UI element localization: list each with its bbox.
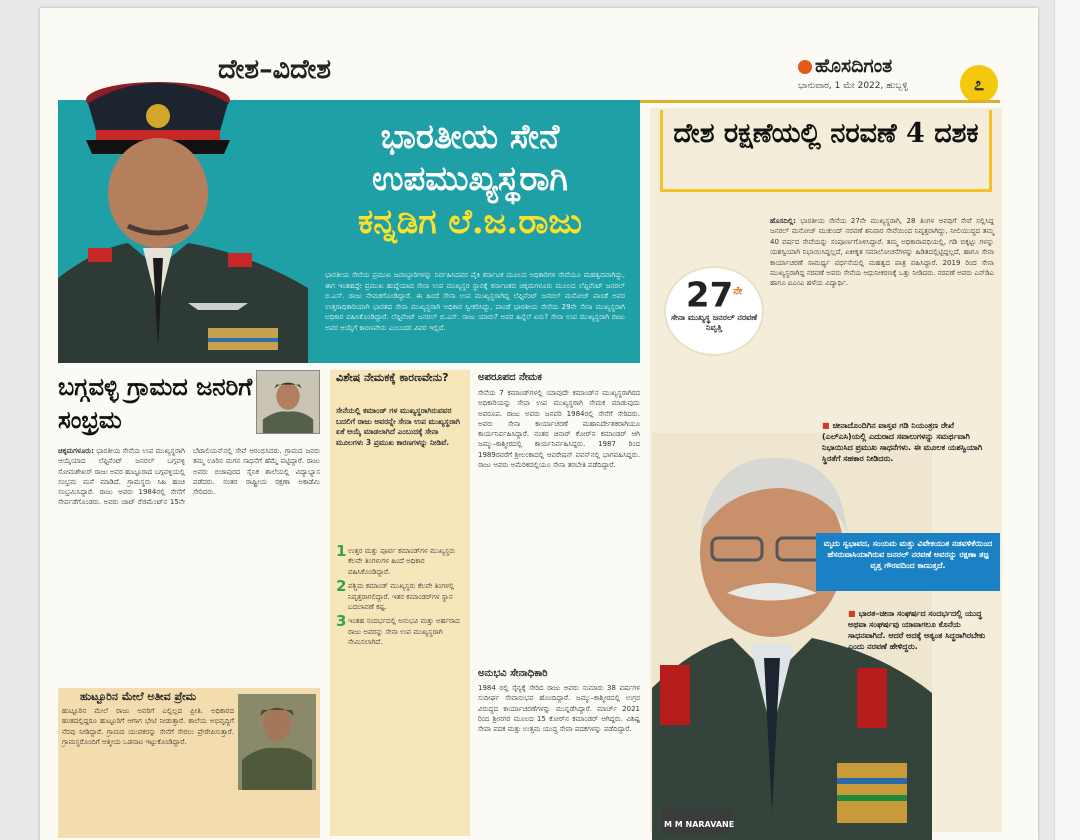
bullet-text: ಭಾರತ–ಚೀನಾ ಸಂಘರ್ಷದ ಸಂದರ್ಭದಲ್ಲಿ ಯುದ್ಧ ಅಥವಾ ಸಂಘರ್ಷವು ಯಾವಾಗಲೂ ಕೊನೆಯ ಸಾಧನವಾಗಿದೆ. ಆದರೆ ಅದಕ್ಕೆ ಅತ್ಯಂತ ಸಿದ್ಧರಾಗಿರಬೇಕು ಎಂದು ನರವಣೆ ಹೇಳಿದ್ದರು. (848, 609, 986, 651)
village-story-body (58, 446, 320, 508)
right-bullets-2 (848, 608, 998, 652)
lead-headline-line3: ಕನ್ನಡಿಗ ಲೆ.ಜ.ರಾಜು (357, 202, 582, 242)
scrollbar-track[interactable] (1054, 0, 1080, 840)
village-story-dateline: ಚಿಕ್ಕಮಗಳೂರು: (58, 447, 94, 455)
list-item (848, 608, 998, 652)
bullet-square-icon: ■ (822, 421, 830, 430)
right-story-dateline: ಹೊಸದಿಲ್ಲಿ: (770, 217, 796, 225)
rare-appointment-heading: ಅಪರೂಪದ ನೇಮಕ (478, 372, 542, 383)
raju-thumbnail (256, 370, 320, 434)
masthead-title: ಹೊಸದಿಗಂತ (815, 55, 893, 77)
hometown-title: ಹುಟ್ಟೂರಿನ ಮೇಲೆ ಅತೀವ ಪ್ರೇಮ (80, 690, 197, 703)
masthead (798, 55, 892, 77)
raju-uniform-photo (238, 694, 316, 790)
item-text: ಇಂತಹ ಸಂದರ್ಭದಲ್ಲಿ ಅನುಭವಿ ಮತ್ತು ಅರ್ಹರಾದ ರಾಜು ಅವರನ್ನು ಸೇನಾ ಉಪ ಮುಖ್ಯಸ್ಥರಾಗಿ ನೇಮಿಸಲಾಗಿದೆ. (348, 617, 460, 647)
masthead-logo-icon (798, 60, 812, 74)
list-item (336, 542, 464, 577)
bullet-square-icon: ■ (848, 609, 856, 618)
newspaper-page (40, 8, 1038, 840)
lead-headline (300, 116, 640, 244)
badge-number: 27 (685, 275, 734, 316)
rare-appointment-body: ಸೇನೆಯ 7 ಕಮಾಂಡ್‌ಗಳಲ್ಲಿ ಯಾವುದೇ ಕಮಾಂಡ್‌ನ ಮುಖ್ಯಸ್ಥರಾಗಿರದ ಅಧಿಕಾರಿಯನ್ನು ಸೇನಾ ಉಪ ಮುಖ್ಯಸ್ಥರಾಗಿ ನೇಮಕ ಮಾಡುವುದು ಅಪರೂಪ. ರಾಜು ಅವರು ಜನವರಿ 1984ರಲ್ಲಿ ಸೇನೆಗೆ ಸೇರಿದರು. ಅವರು ಸೇನಾ ಕಾರ್ಯಾಚರಣೆ ಮಹಾನಿರ್ದೇಶಕರಾಗಿಯೂ ಕಾರ್ಯನಿರ್ವಹಿಸಿದ್ದಾರೆ. ನಂತರ ಚಿನಾರ್ ಕೋರ್‌ನ ಕಮಾಂಡರ್ ಆಗಿ ಜಮ್ಮು–ಕಾಶ್ಮೀರದಲ್ಲಿ ಕಾರ್ಯನಿರ್ವಹಿಸಿದ್ದರು. 1987 ರಿಂದ 1989ರವರೆಗೆ ಶ್ರೀಲಂಕಾದಲ್ಲಿ ಆಪರೇಷನ್ ಪವನ್‌ನಲ್ಲಿ ಭಾಗವಹಿಸಿದ್ದರು. ರಾಜು ಅವರು ಅಮೆರಿಕದಲ್ಲಿಯೂ ಸೇನಾ ತರಬೇತಿ ಪಡೆದಿದ್ದಾರೆ. (478, 389, 640, 470)
list-item (822, 420, 998, 464)
village-story-text: ಭಾರತೀಯ ಸೇನೆಯ ಉಪ ಮುಖ್ಯಸ್ಥರಾಗಿ ಆಯ್ಕೆಯಾದ ಲೆಫ್ಟಿನೆಂಟ್ ಜನರಲ್ ಬಗ್ಗವಳ್ಳಿ ಸೋಮಶೇಖರ್ ರಾಜು ಅವರ ಹುಟ್ಟೂರಾದ ಬಗ್ಗವಳ್ಳಿಯಲ್ಲಿ ಸಂಭ್ರಮ ಮನೆ ಮಾಡಿದೆ. ಗ್ರಾಮಸ್ಥರು ಸಿಹಿ ಹಂಚಿ ಸಂಭ್ರಮಿಸಿದ್ದಾರೆ. ರಾಜು ಅವರು 1984ರಲ್ಲಿ ಸೇನೆಗೆ ಸೇರ್ಪಡೆಗೊಂಡರು. ಅವರು ಜಾಟ್ ರೆಜಿಮೆಂಟ್‌ನ 15ನೇ ಬೆಟಾಲಿಯನ್‌ನಲ್ಲಿ ಸೇವೆ ಆರಂಭಿಸಿದರು. ಗ್ರಾಮದ ಜನರು ತಮ್ಮ ಊರಿನ ಮಗನ ಸಾಧನೆಗೆ ಹೆಮ್ಮೆ ಪಟ್ಟಿದ್ದಾರೆ. ರಾಜು ಅವರು ಬಿಜಾಪುರದ ಸೈನಿಕ ಶಾಲೆಯಲ್ಲಿ ವಿದ್ಯಾಭ್ಯಾಸ ಪಡೆದರು. ನಂತರ ರಾಷ್ಟ್ರೀಯ ರಕ್ಷಣಾ ಅಕಾಡೆಮಿ ಸೇರಿದರು. (58, 447, 320, 507)
item-text: ಉತ್ತರ ಮತ್ತು ಪೂರ್ವ ಕಮಾಂಡ್‌ಗಳ ಮುಖ್ಯಸ್ಥರು ಕೆಲವೇ ತಿಂಗಳುಗಳ ಹಿಂದೆ ಅಧಿಕಾರ ವಹಿಸಿಕೊಂಡಿದ್ದಾರೆ. (348, 547, 456, 576)
section-title: ದೇಶ–ವಿದೇಶ (218, 54, 332, 85)
item-number: 1 (336, 542, 347, 560)
experienced-officer-heading: ಅನುಭವಿ ಸೇನಾಧಿಕಾರಿ (478, 668, 548, 679)
lead-headline-line1: ಭಾರತೀಯ ಸೇನೆ (380, 117, 560, 157)
page-number: ೭ (960, 65, 998, 103)
lt-gen-raju-portrait (58, 48, 308, 363)
retirement-badge (664, 266, 764, 356)
quote-box: ಮೃದು ಸ್ವಭಾವದ, ಸಂಯಮ ಮತ್ತು ವಿವೇಕಯುತ ನಡವಳಿಕೆಯಿಂದ ಹೆಸರುವಾಸಿಯಾಗಿರುವ ಜನರಲ್ ನರವಣೆ ಅವರನ್ನು ರಕ್ಷಣಾ ತಜ್ಞ ವೃತ್ತ ಗೌರವದಿಂದ ಕಾಣುತ್ತದೆ. (816, 533, 1000, 591)
right-bullets (822, 420, 998, 472)
experienced-officer-body: 1984 ರಲ್ಲಿ ಸೈನ್ಯಕ್ಕೆ ಸೇರಿದ ರಾಜು ಅವರು ಸುಮಾರು 38 ವರ್ಷಗಳ ಸುದೀರ್ಘ ಸೇವಾನುಭವ ಹೊಂದಿದ್ದಾರೆ. ಜಮ್ಮು–ಕಾಶ್ಮೀರದಲ್ಲಿ ಉಗ್ರರ ವಿರುದ್ಧದ ಕಾರ್ಯಾಚರಣೆಗಳನ್ನು ಮುನ್ನಡೆಸಿದ್ದಾರೆ. ಮಾರ್ಚ್ 2021 ರಿಂದ ಶ್ರೀನಗರ ಮೂಲದ 15 ಕೋರ್‌ನ ಕಮಾಂಡರ್ ಆಗಿದ್ದರು. ವಿಶಿಷ್ಟ ಸೇವಾ ಪದಕ ಮತ್ತು ಉತ್ತಮ ಯುದ್ಧ ಸೇವಾ ಪದಕಗಳನ್ನು ಪಡೆದಿದ್ದಾರೆ. (478, 684, 640, 734)
right-story-text: ಭಾರತೀಯ ಸೇನೆಯ 27ನೇ ಮುಖ್ಯಸ್ಥರಾಗಿ, 28 ತಿಂಗಳ ಅವಧಿಗೆ ಸೇವೆ ಸಲ್ಲಿಸಿದ್ದ ಜನರಲ್ ಮನೋಜ್ ಮುಕುಂದ್ ನರವಣೆ ಶನಿವಾರ ಸೇವೆಯಿಂದ ನಿವೃತ್ತರಾಗಿದ್ದು, ನೀಲಿಯುದ್ಧದ ತಮ್ಮ 40 ವರ್ಷದ ಸೇವೆಯನ್ನು ಸಂಪೂರ್ಣಗೊಳಿಸಿದ್ದಾರೆ. ತಮ್ಮ ಅಧಿಕಾರಾವಧಿಯಲ್ಲಿ, ಗಡಿ ಬಿಕ್ಕಟ್ಟು ಗಳನ್ನು ಯಶಸ್ವಿಯಾಗಿ ನಿಭಾಯಿಸಿದ್ದಲ್ಲದೆ, ಏಕೀಕೃತ ಸಮಾಲೋಚನೆಗಳನ್ನು ಹಿಡಿತದಲ್ಲಿಟ್ಟಿದ್ದಲ್ಲದೆ, ಹಾಗೂ ಸೇನಾ ಕಾರ್ಯಾಚರಣೆ ಸಾಮರ್ಥ್ಯ ವರ್ಧನೆಯಲ್ಲಿ ಮಹತ್ವದ ಪಾತ್ರ ವಹಿಸಿದ್ದಾರೆ. 2019 ರಿಂದ ಸೇನಾ ಮುಖ್ಯಸ್ಥರಾಗಿದ್ದ ನರವಣೆ ಅವರು ಸೇನೆಯ ಆಧುನೀಕರಣಕ್ಕೆ ಒತ್ತು ನೀಡಿದರು. ನರವಣೆ ಅವರು ಎನ್‌ಡಿಎ ಹಾಗೂ ಐಎಂಎ ಹಳೆಯ ವಿದ್ಯಾರ್ಥಿ. (770, 217, 994, 288)
right-story-headline: ದೇಶ ರಕ್ಷಣೆಯಲ್ಲಿ ನರವಣೆ 4 ದಶಕ (660, 110, 992, 192)
list-item (336, 612, 464, 647)
dateline: ಭಾನುವಾರ, 1 ಮೇ 2022, ಹುಬ್ಬಳ್ಳಿ (798, 81, 908, 91)
item-text: ಪಶ್ಚಿಮ ಕಮಾಂಡ್ ಮುಖ್ಯಸ್ಥರು ಕೆಲವೇ ತಿಂಗಳಲ್ಲಿ ನಿವೃತ್ತರಾಗಲಿದ್ದಾರೆ. ಇತರ ಕಮಾಂಡರ್‌ಗಳ ಸ್ಥಾನ ಬದಲಾವಣೆ ಕಷ್ಟ. (348, 582, 455, 612)
badge-text: ಸೇನಾ ಮುಖ್ಯಸ್ಥ ಜನರಲ್ ನರವಣೆ ನಿವೃತ್ತಿ (670, 313, 758, 333)
lead-story-body: ಭಾರತೀಯ ಸೇನೆಯ ಪ್ರಮುಖ ಜವಾಬ್ದಾರಿಗಳನ್ನು ನಿರ್ವಹಿಸಿದವರ ಪೈಕಿ ಕರ್ನಾಟಕ ಮೂಲದ ಅಧಿಕಾರಿಗಳ ಸೇವೆಯೂ ಮಹತ್ವದವಾಗಿದ್ದು, ಈಗ ಇಂತಹದ್ದೇ ಪ್ರಮುಖ ಹುದ್ದೆಯಾದ ಸೇನಾ ಉಪ ಮುಖ್ಯಸ್ಥರ ಸ್ಥಾನಕ್ಕೆ ಕರ್ನಾಟಕದ ಚಿಕ್ಕಮಗಳೂರು ಮೂಲದ ಲೆಫ್ಟಿನೆಂಟ್ ಜನರಲ್ ಬಿ.ಎಸ್. ರಾಜು ನೇಮಕಗೊಂಡಿದ್ದಾರೆ. ಈ ಹಿಂದೆ ಸೇನಾ ಉಪ ಮುಖ್ಯಸ್ಥರಾಗಿದ್ದ ಲೆಫ್ಟಿನೆಂಟ್ ಜನರಲ್ ಮನೋಜ್ ಪಾಂಡೆ ಅವರ ಉತ್ತರಾಧಿಕಾರಿಯಾಗಿ ಭಾರತದ ಸೇನಾ ಮುಖ್ಯಸ್ಥರಾಗಿ ಅಧಿಕಾರ ಸ್ವೀಕರಿಸಿದ್ದು, ಪಾಂಡೆ ಭಾರತೀಯ ಸೇನೆಯ 29ನೇ ಸೇನಾ ಮುಖ್ಯಸ್ಥರಾಗಿ ಅಧಿಕಾರ ವಹಿಸಿಕೊಂಡಿದ್ದಾರೆ. ಲೆಫ್ಟಿನೆಂಟ್ ಜನರಲ್ ಬಿ.ಎಸ್. ರಾಜು ಯಾರು? ಅವರ ಹಿನ್ನೆಲೆ ಏನು? ಸೇನಾ ಉಪ ಮುಖ್ಯಸ್ಥರಾಗಿ ರಾಜು ಅವರ ಆಯ್ಕೆಗೆ ಕಾರಣವೇನು ಎಂಬುದರ ವಿವರ ಇಲ್ಲಿದೆ. (325, 271, 625, 332)
why-list (336, 542, 464, 652)
hometown-body: ಹುಟ್ಟೂರಿನ ಮೇಲೆ ರಾಜು ಅವರಿಗೆ ಎಲ್ಲಿಲ್ಲದ ಪ್ರೀತಿ. ಅಧಿಕಾರದ ಹಂತದಲ್ಲಿದ್ದರೂ ಹುಟ್ಟೂರಿಗೆ ಆಗಾಗ ಭೇಟಿ ನೀಡುತ್ತಾರೆ. ಶಾಲೆಯ ಅಭಿವೃದ್ಧಿಗೆ ನೆರವು ನೀಡಿದ್ದಾರೆ. ಗ್ರಾಮದ ಯುವಕರನ್ನು ಸೇನೆಗೆ ಸೇರಲು ಪ್ರೇರೇಪಿಸುತ್ತಾರೆ. ಗ್ರಾಮಸ್ಥರೊಂದಿಗೆ ಆತ್ಮೀಯ ಒಡನಾಟ ಇಟ್ಟುಕೊಂಡಿದ್ದಾರೆ. (62, 707, 234, 746)
bullet-text: ಚೀನಾದೊಂದಿಗಿನ ವಾಸ್ತವ ಗಡಿ ನಿಯಂತ್ರಣ ರೇಖೆ (ಎಲ್‌ಎಸಿ)ಯಲ್ಲಿ ಎದುರಾದ ಸವಾಲುಗಳನ್ನು ಸಮರ್ಥವಾಗಿ ನಿಭಾಯಿಸಿದ ಪ್ರಮುಖ ಸಾಧನೆಗಳು. ಈ ಮೂಲಕ ಯಶಸ್ವಿಯಾಗಿ ಸ್ಥಿರತೆಗೆ ಸಹಕಾರ ನೀಡಿದರು. (822, 421, 983, 463)
item-number: 3 (336, 612, 347, 631)
naravane-name-plate: M M NARAVANE (664, 820, 735, 829)
list-item (336, 577, 464, 612)
village-headline: ಬಗ್ಗವಳ್ಳಿ ಗ್ರಾಮದ ಜನರಿಗೆ ಸಂಭ್ರಮ (58, 372, 253, 434)
why-subtext: ಸೇನೆಯಲ್ಲಿ ಕಮಾಂಡ್ ಗಳ ಮುಖ್ಯಸ್ಥರಾಗಿರುವವರ ಬದಲಿಗೆ ರಾಜು ಅವರನ್ನೇ ಸೇನಾ ಉಪ ಮುಖ್ಯಸ್ಥರಾಗಿ ಏಕೆ ಆಯ್ಕೆ ಮಾಡಲಾಗಿದೆ ಎಂಬುದಕ್ಕೆ ಸೇನಾ ಮೂಲಗಳು 3 ಪ್ರಮುಖ ಕಾರಣಗಳನ್ನು ನೀಡಿವೆ. (336, 406, 461, 447)
lead-headline-line2: ಉಪಮುಖ್ಯಸ್ಥರಾಗಿ (372, 159, 568, 199)
why-headline: ವಿಶೇಷ ನೇಮಕಕ್ಕೆ ಕಾರಣವೇನು? (336, 371, 449, 384)
badge-suffix: ನೇ (733, 286, 743, 297)
item-number: 2 (336, 577, 347, 596)
